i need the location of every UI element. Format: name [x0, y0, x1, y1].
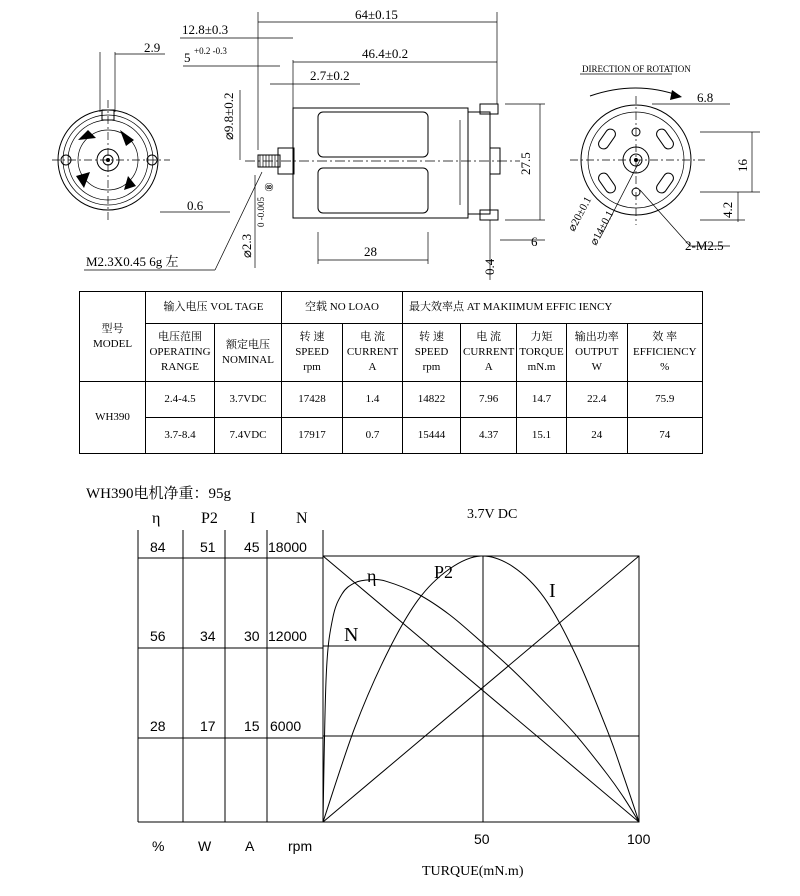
dim-2-m2-5: 2-M2.5: [685, 238, 724, 253]
col-nominal-cn: 额定电压: [226, 338, 270, 351]
model-cn: 型号: [101, 322, 124, 335]
scale-p2-17: 17: [200, 718, 216, 734]
curve-label-eta: η: [367, 566, 377, 586]
curve-current-i: [323, 556, 639, 822]
col-eff-en: EFFICIENCY: [632, 346, 697, 358]
col-speed2-en: SPEED: [414, 346, 449, 358]
cell: 7.96: [461, 382, 517, 418]
dim-46-4: 46.4±0.2: [362, 46, 409, 61]
scale-i-30: 30: [244, 628, 260, 644]
dim-0-6: 0.6: [187, 198, 204, 213]
dim-2-7: 2.7±0.2: [310, 68, 350, 83]
dim-64: 64±0.15: [355, 7, 398, 22]
scale-p2-34: 34: [200, 628, 216, 644]
cell: 75.9: [627, 382, 702, 418]
col-current2-en: CURRENT: [463, 346, 515, 358]
col-range-en2: RANGE: [161, 361, 199, 373]
axis-symbol-i: I: [250, 510, 256, 527]
col-speed2-unit: rpm: [422, 361, 441, 373]
axis-symbol-n: N: [296, 510, 308, 527]
x-tick-100: 100: [627, 831, 651, 847]
technical-drawing: [0, 0, 800, 290]
axis-symbol-p2: P2: [201, 510, 218, 527]
cell: 22.4: [566, 382, 627, 418]
col-speed2-cn: 转 速: [419, 331, 444, 343]
dim-12-8: 12.8±0.3: [182, 22, 229, 37]
dim-phi9-8: ⌀9.8±0.2: [221, 92, 236, 140]
dim-phi2-3-tol: 0 -0.005: [256, 197, 266, 227]
col-current-unit: A: [368, 361, 377, 373]
dim-0-4: 0.4: [482, 258, 497, 275]
col-torque-cn: 力矩: [530, 331, 553, 343]
col-eff: [627, 324, 702, 382]
dim-16: 16: [735, 159, 750, 172]
dim-6: 6: [531, 234, 538, 249]
curve-power-p2: [323, 556, 639, 822]
cell: 4.37: [461, 418, 517, 454]
cell: 17917: [282, 418, 343, 454]
col-output-en: OUTPUT: [575, 346, 619, 358]
table-row: [80, 418, 703, 454]
model-en: MODEL: [92, 337, 133, 350]
scale-row-mid: [150, 628, 307, 644]
col-current-en: CURRENT: [346, 346, 399, 358]
plot-frame: [323, 556, 639, 822]
col-output-unit: W: [591, 361, 602, 373]
col-torque: [517, 324, 566, 382]
unit-a: A: [245, 838, 255, 854]
scale-row-low: [150, 718, 301, 734]
cell: 14822: [403, 382, 461, 418]
col-output: [566, 324, 627, 382]
max-eff-header: 最大效率点 AT MAKIIMUM EFFIC IENCY: [403, 292, 703, 324]
model-value: WH390: [80, 382, 146, 454]
net-weight-caption: WH390电机净重：95g: [86, 486, 231, 502]
cell: 0.7: [343, 418, 403, 454]
col-speed-unit: rpm: [303, 361, 321, 373]
col-speed-en: SPEED: [295, 346, 329, 358]
thread-note: M2.3X0.45 6g 左: [86, 254, 179, 269]
curve-label-p2: P2: [434, 562, 454, 582]
unit-w: W: [198, 838, 212, 854]
model-header: [80, 292, 146, 382]
col-speed-cn: 转 速: [299, 331, 325, 343]
col-current2: [461, 324, 517, 382]
dim-6-8: 6.8: [697, 90, 714, 105]
table-row: [80, 382, 703, 418]
spec-table: [79, 291, 703, 454]
scale-i-15: 15: [244, 718, 260, 734]
unit-rpm: rpm: [288, 838, 313, 854]
side-view: [245, 104, 520, 220]
cell: 14.7: [517, 382, 566, 418]
cell: 1.4: [343, 382, 403, 418]
dim-phi14: ⌀14±0.1: [588, 208, 617, 248]
curve-speed-n: [323, 556, 639, 822]
cell: 15444: [403, 418, 461, 454]
col-range: [146, 324, 215, 382]
dim-phi20: ⌀20±0.1: [566, 194, 595, 234]
col-nominal: [215, 324, 282, 382]
scale-n-12000: 12000: [268, 628, 307, 644]
unit-percent: %: [152, 838, 165, 854]
cell: 74: [627, 418, 702, 454]
scale-row-top: [150, 539, 307, 555]
cell: 17428: [282, 382, 343, 418]
col-current: [343, 324, 403, 382]
dim-2-9: 2.9: [144, 40, 161, 55]
cell: 24: [566, 418, 627, 454]
col-torque-unit: mN.m: [527, 361, 556, 373]
no-load-header: 空载 NO LOAO: [282, 292, 403, 324]
scale-eta-56: 56: [150, 628, 166, 644]
scale-n-6000: 6000: [270, 718, 302, 734]
left-end-view: [52, 100, 170, 222]
dim-5: 5: [184, 50, 191, 65]
dim-4-2: 4.2: [720, 201, 735, 218]
col-current2-unit: A: [484, 361, 493, 373]
curve-label-i: I: [549, 580, 556, 602]
dim-27-5: 27.5: [518, 152, 533, 175]
axis-symbol-eta: η: [152, 510, 161, 527]
scale-i-45: 45: [244, 539, 260, 555]
dim-phi2-3: ⌀2.3: [239, 233, 254, 258]
rotation-label: DIRECTION OF ROTATION: [582, 64, 691, 74]
input-voltage-header: 输入电压 VOL TAGE: [146, 292, 282, 324]
cell: 3.7VDC: [215, 382, 282, 418]
col-eff-cn: 效 率: [652, 331, 678, 343]
cell: 15.1: [517, 418, 566, 454]
dim-28: 28: [364, 244, 377, 259]
x-tick-50: 50: [474, 831, 490, 847]
curve-label-n: N: [344, 624, 359, 646]
chart-title: 3.7V DC: [467, 507, 518, 522]
cell: 2.4-4.5: [146, 382, 215, 418]
col-speed2: [403, 324, 461, 382]
scale-eta-84: 84: [150, 539, 166, 555]
x-axis-label: TURQUE(mN.m): [422, 864, 524, 879]
col-output-cn: 输出功率: [574, 331, 619, 343]
col-speed: [282, 324, 343, 382]
dim-phi2-3-mark: ⑧: [264, 182, 276, 192]
col-torque-en: TORQUE: [519, 346, 564, 358]
col-range-cn: 电压范围: [158, 331, 202, 343]
cell: 3.7-8.4: [146, 418, 215, 454]
dim-5-tol: +0.2 -0.3: [194, 46, 227, 56]
col-range-en: OPERATING: [149, 346, 211, 358]
col-current2-cn: 电 流: [476, 331, 502, 343]
cell: 7.4VDC: [215, 418, 282, 454]
scale-eta-28: 28: [150, 718, 166, 734]
scale-n-18000: 18000: [268, 539, 307, 555]
col-eff-unit: %: [660, 361, 670, 373]
scale-p2-51: 51: [200, 539, 216, 555]
col-nominal-en: NOMINAL: [222, 353, 274, 366]
curve-efficiency-eta: [323, 580, 639, 822]
col-current-cn: 电 流: [360, 331, 385, 343]
